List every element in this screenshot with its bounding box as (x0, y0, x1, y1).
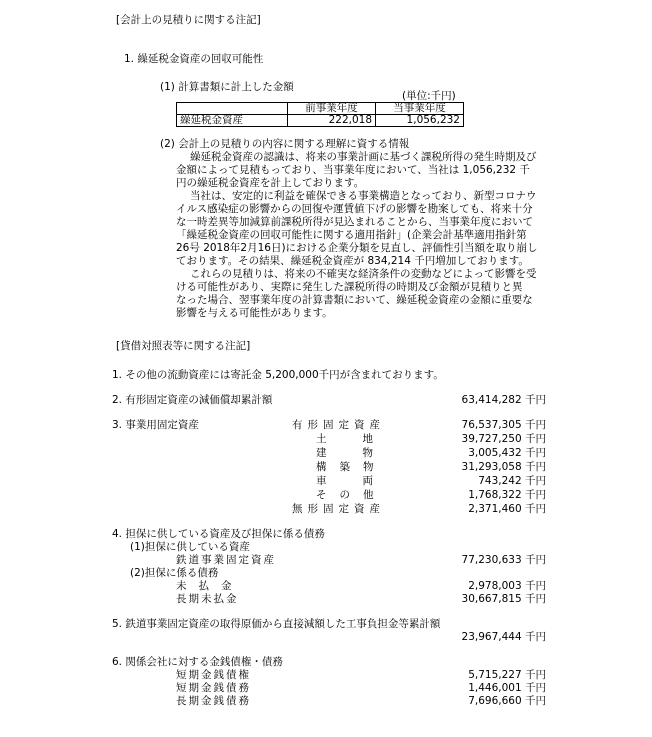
asset-row-value: 76,537,305 千円 (461, 419, 546, 431)
debt-row-label: 長期未払金 (176, 593, 239, 605)
affiliate-row-value: 7,696,660 千円 (468, 695, 546, 707)
note-item-4-sub1: (1)担保に供している資産 (130, 541, 250, 553)
note-item-2-value: 63,414,282 千円 (461, 394, 546, 406)
asset-row-value: 2,371,460 千円 (468, 503, 546, 515)
asset-row-value: 39,727,250 千円 (461, 433, 546, 445)
item-title-deferred-tax: 1. 繰延税金資産の回収可能性 (124, 53, 264, 65)
note-item-5-label: 5. 鉄道事業固定資産の取得原価から直接減額した工事負担金等累計額 (112, 618, 441, 630)
table-cell-curr: 1,056,232 (376, 115, 464, 127)
section-title-balance-sheet: [貸借対照表等に関する注記] (116, 340, 251, 352)
para-line: なった場合、翌事業年度の計算書類において、繰延税金資産の金額に重要な (176, 294, 533, 306)
debt-row-label: 未払金 (176, 580, 244, 592)
para-line: これらの見積りは、将来の不確実な経済条件の変動などによって影響を受 (190, 268, 537, 280)
affiliate-row-label: 短期金銭債務 (176, 682, 251, 694)
table-cell-label: 繰延税金資産 (177, 115, 288, 127)
para-line: イルス感染症の影響からの回復や運賃値下げの影響を勘案しても、将来十分 (176, 203, 533, 215)
debt-row-value: 30,667,815 千円 (461, 593, 546, 605)
asset-row-label: 無形固定資産 (292, 503, 385, 515)
asset-row-label: その他 (316, 489, 387, 501)
para-line: な一時差異等加減算前課税所得が見込まれることから、当事業年度において (176, 216, 533, 228)
debt-row-value: 2,978,003 千円 (468, 580, 546, 592)
section-title-estimates: [会計上の見積りに関する注記] (116, 14, 261, 26)
note-item-4-label: 4. 担保に供している資産及び担保に係る債務 (112, 528, 325, 540)
affiliate-row-label: 長期金銭債務 (176, 695, 251, 707)
para-line: 影響を与える可能性があります。 (176, 307, 333, 319)
para-line: 金額によって見積もっており、当事業年度において、当社は 1,056,232 千 (176, 164, 530, 176)
note-item-6-label: 6. 関係会社に対する金銭債権・債務 (112, 656, 283, 668)
table-row (177, 115, 464, 127)
note-item-1: 1. その他の流動資産には寄託金 5,200,000千円が含まれております。 (112, 369, 444, 381)
table-header-cell: 当事業年度 (376, 103, 464, 115)
table-cell-prev: 222,018 (288, 115, 376, 127)
note-item-3-label: 3. 事業用固定資産 (112, 419, 199, 431)
subitem-title-amount: (1) 計算書類に計上した金額 (160, 81, 294, 93)
asset-row-value: 1,768,322 千円 (468, 489, 546, 501)
para-line: ております。その結果、繰延税金資産が 834,214 千円増加しております。 (176, 255, 529, 267)
table-header-cell (177, 103, 288, 115)
estimate-table (176, 102, 464, 127)
note-item-5-value: 23,967,444 千円 (461, 631, 546, 643)
para-line: 円の繰延税金資産を計上しております。 (176, 177, 365, 189)
collateral-row-label: 鉄道事業固定資産 (176, 554, 276, 566)
affiliate-row-value: 1,446,001 千円 (468, 682, 546, 694)
affiliate-row-label: 短期金銭債権 (176, 669, 251, 681)
collateral-row-value: 77,230,633 千円 (461, 554, 546, 566)
note-item-4-sub2: (2)担保に係る債務 (130, 567, 219, 579)
table-header-row (177, 103, 464, 115)
table-header-cell: 前事業年度 (288, 103, 376, 115)
subitem-title-info: (2) 会計上の見積りの内容に関する理解に資する情報 (160, 138, 410, 150)
para-line: 26号 2018年2月16日)における企業分類を見直し、評価性引当額を取り崩し (176, 242, 538, 254)
asset-row-value: 31,293,058 千円 (461, 461, 546, 473)
para-line: ける可能性があり、実際に発生した課税所得の時期及び金額が見積りと異 (176, 281, 523, 293)
asset-row-label: 建物 (316, 447, 409, 459)
affiliate-row-value: 5,715,227 千円 (468, 669, 546, 681)
asset-row-label: 車両 (316, 475, 409, 487)
unit-label: (単位:千円) (402, 90, 456, 102)
asset-row-label: 有形固定資産 (292, 419, 385, 431)
para-line: 「繰延税金資産の回収可能性に関する適用指針」(企業会計基準適用指針第 (176, 229, 527, 241)
note-item-2-label: 2. 有形固定資産の減価償却累計額 (112, 394, 273, 406)
asset-row-value: 3,005,432 千円 (468, 447, 546, 459)
para-line: 当社は、安定的に利益を確保できる事業構造となっており、新型コロナウ (190, 190, 537, 202)
para-line: 繰延税金資産の認識は、将来の事業計画に基づく課税所得の発生時期及び (190, 151, 537, 163)
asset-row-label: 土地 (316, 433, 409, 445)
asset-row-label: 構築物 (316, 461, 387, 473)
asset-row-value: 743,242 千円 (478, 475, 546, 487)
